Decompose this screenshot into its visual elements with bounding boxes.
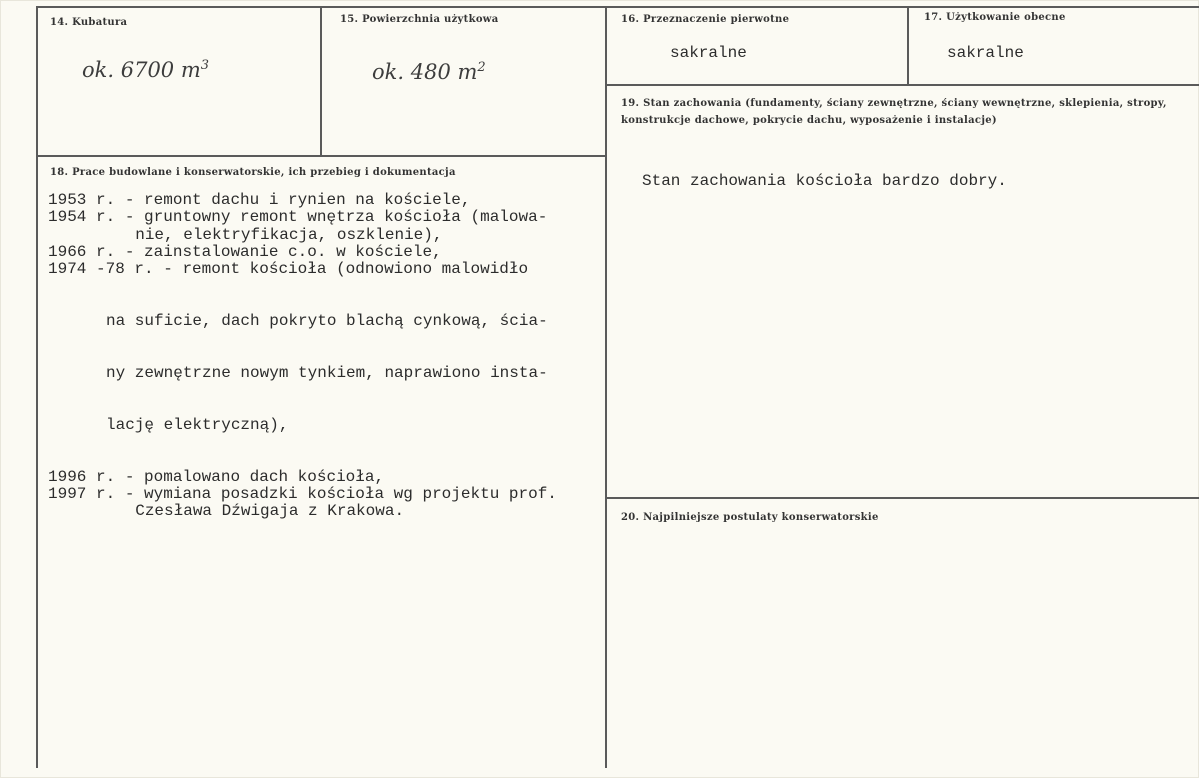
- divider-14-18: [36, 155, 607, 157]
- prace-entry-line: - gruntowny remont wnętrza kościoła (malowa-: [124, 208, 548, 227]
- prace-entry: [48, 192, 608, 209]
- kubatura-unit-exponent: 3: [200, 58, 210, 73]
- prace-entry-year: 1966 r.: [48, 242, 116, 261]
- prace-entry-year: 1997 r.: [48, 485, 116, 504]
- prace-entry-year: 1996 r.: [48, 467, 116, 486]
- uzytkowanie-value: sakralne: [947, 44, 1024, 62]
- przeznaczenie-value: sakralne: [670, 44, 747, 62]
- prace-entry: [48, 261, 608, 278]
- prace-entry-line: Czesława Dźwigaja z Krakowa.: [135, 502, 405, 521]
- divider-16-19: [605, 84, 1199, 86]
- postulaty-label: 20. Najpilniejsze postulaty konserwatorskie: [621, 512, 879, 523]
- powierzchnia-label: 15. Powierzchnia użytkowa: [340, 14, 499, 25]
- stan-label: 19. Stan zachowania (fundamenty, ściany zewnętrzne, ściany wewnętrzne, sklepienia, stropy, konstrukcje dachowe, pokrycie dachu, wyposażenie i instalacje): [621, 98, 1167, 126]
- prace-entry: [48, 486, 608, 521]
- prace-label: 18. Prace budowlane i konserwatorskie, ich przebieg i dokumentacja: [50, 167, 456, 178]
- divider-19-20: [605, 497, 1199, 499]
- powierzchnia-value: [372, 60, 486, 84]
- stan-value: Stan zachowania kościoła bardzo dobry.: [642, 172, 1007, 190]
- kubatura-value-text: ok. 6700 m: [82, 58, 201, 82]
- divider-16-17: [907, 6, 909, 84]
- prace-entry: [48, 244, 608, 261]
- prace-entries: [48, 192, 608, 521]
- prace-entry-line: - remont dachu i rynien na kościele,: [124, 191, 471, 209]
- prace-entry-year: 1954 r.: [48, 208, 116, 227]
- powierzchnia-value-text: ok. 480 m: [372, 60, 478, 84]
- prace-entry: [48, 469, 608, 486]
- prace-entry-line: - wymiana posadzki kościoła wg projektu prof.: [124, 485, 557, 504]
- powierzchnia-unit-exponent: 2: [477, 60, 486, 75]
- top-border-line: [36, 6, 1199, 8]
- prace-entry-line: - pomalowano dach kościoła,: [124, 467, 385, 486]
- prace-entry-line: nie, elektryfikacja, oszklenie),: [135, 225, 443, 244]
- prace-entry-line: - remont kościoła (odnowiono malowidło: [163, 260, 529, 279]
- prace-entry-continuation: [48, 278, 608, 468]
- prace-entry-line: ny zewnętrzne nowym tynkiem, naprawiono insta-: [106, 363, 548, 382]
- uzytkowanie-label: 17. Użytkowanie obecne: [924, 12, 1066, 23]
- prace-entry-line: na suficie, dach pokryto blachą cynkową, ścia-: [106, 312, 548, 331]
- kubatura-label: 14. Kubatura: [50, 17, 128, 28]
- prace-entry-year: 1974 -78 r.: [48, 260, 154, 279]
- przeznaczenie-label: 16. Przeznaczenie pierwotne: [621, 14, 790, 25]
- prace-entry: [48, 209, 608, 244]
- prace-entry-line: - zainstalowanie c.o. w kościele,: [124, 242, 442, 261]
- divider-14-15: [320, 6, 322, 156]
- prace-entry-year: 1953 r.: [48, 191, 116, 209]
- prace-entry-line: lację elektryczną),: [106, 415, 289, 434]
- left-border-line: [36, 6, 38, 768]
- kubatura-value: [82, 58, 209, 82]
